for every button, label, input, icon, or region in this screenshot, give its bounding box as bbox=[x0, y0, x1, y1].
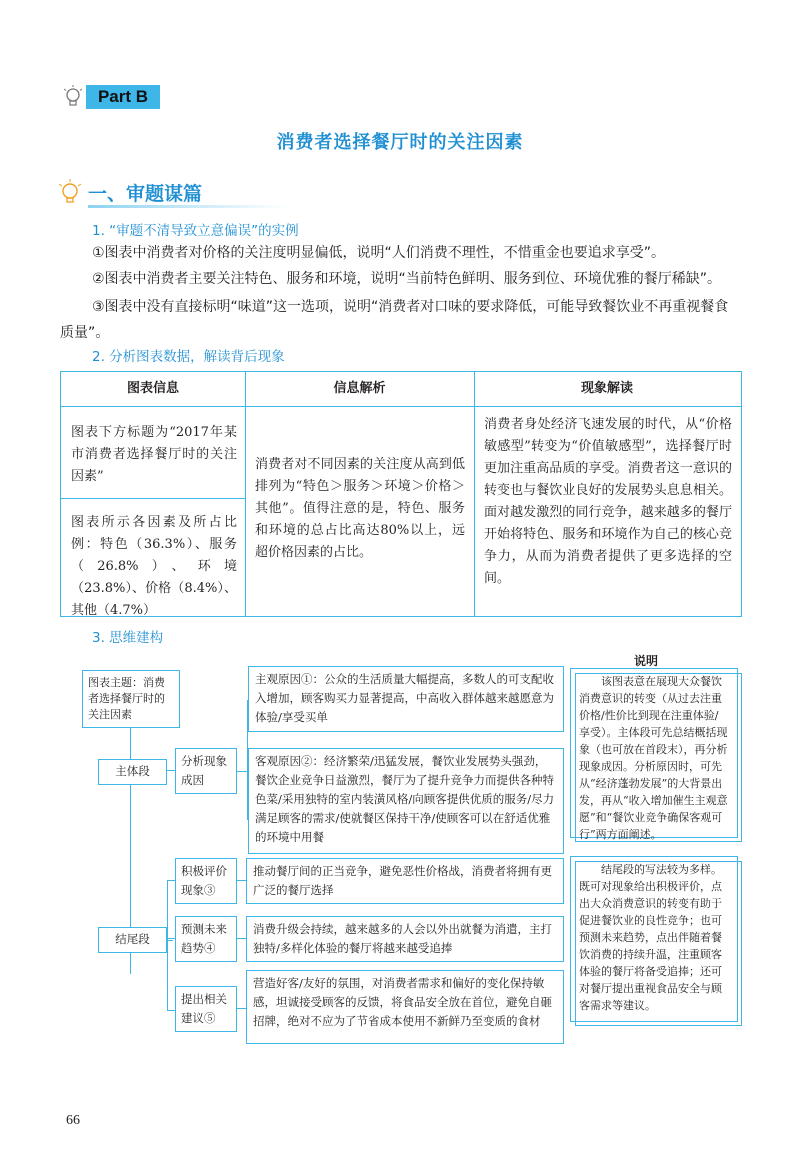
page-title: 消费者选择餐厅时的关注因素 bbox=[276, 132, 524, 153]
subheading-1: 1. “审题不清导致立意偏误”的实例 bbox=[92, 223, 299, 239]
table-divider bbox=[61, 498, 245, 499]
connector bbox=[237, 771, 247, 772]
connector bbox=[167, 938, 175, 939]
note-box-2: 结尾段的写法较为多样。既可对现象给出积极评价，点出大众消费意识的转变有助于促进餐饮业的良性竞争；也可预测未来趋势，点出伴随着餐饮消费的持续升温，注重顾客体验的餐厅将备受追捧；还可对餐厅提出重视食品安全与顾客需求等建议。 bbox=[570, 856, 738, 1022]
part-b-label bbox=[62, 84, 162, 110]
table-cell-analysis: 消费者对不同因素的关注度从高到低排列为“特色＞服务＞环境＞价格＞其他”。值得注意的是，特色、服务和环境的总占比高达80%以上，远超价格因素的占比。 bbox=[255, 457, 465, 560]
page-number: 66 bbox=[66, 1113, 80, 1128]
note-box-1: 该图表意在展现大众餐饮消费意识的转变（从过去注重价格/性价比到现在注重体验/享受）。主体段可先总结概括现象（也可放在首段末），再分析现象成因。分析原因时，可先从“经济蓬勃发展”的大背景出发，再从“收入增加催生主观意愿”和“餐饮业竞争确保客观可行”两方面阐述。 bbox=[570, 668, 738, 838]
mindmap-cause-1: 主观原因①：公众的生活质量大幅提高，多数人的可支配收入增加，顾客购买力显著提高，中高收入群体越来越愿意为体验/享受买单 bbox=[248, 666, 564, 732]
mindmap-eval-text: 推动餐厅间的正当竞争，避免恶性价格战，消费者将拥有更广泛的餐厅选择 bbox=[246, 858, 564, 904]
section-heading bbox=[56, 176, 756, 208]
connector bbox=[167, 880, 168, 1010]
mindmap-predict-text: 消费升级会持续，越来越多的人会以外出就餐为消遣，主打独特/多样化体验的餐厅将越来越受追捧 bbox=[246, 916, 564, 962]
table-cell-info-2: 图表所示各因素及所占比例：特色（36.3%）、服务（26.8%）、环境（23.8%）、价格（8.4%）、其他（4.7%） bbox=[71, 515, 237, 618]
connector bbox=[167, 1010, 175, 1011]
lightbulb-icon bbox=[56, 178, 84, 206]
mindmap-cause-2: 客观原因②：经济繁荣/迅猛发展，餐饮业发展势头强劲，餐饮企业竞争日益激烈，餐厅为了提升竞争力而提供各种特色菜/采用独特的室内装潢风格/向顾客提供优质的服务/尽力满足顾客的需求/使就餐区保持干净/使顾客可以在舒适优雅的环境中用餐 bbox=[248, 748, 564, 854]
lightbulb-icon bbox=[62, 84, 84, 110]
table-header-analysis: 信息解析 bbox=[333, 381, 386, 396]
table-header-interpretation: 现象解读 bbox=[580, 381, 633, 396]
subheading-3: 3. 思维建构 bbox=[92, 630, 164, 646]
mindmap-predict-label: 预测未来趋势④ bbox=[175, 916, 237, 962]
heading-underline bbox=[88, 205, 288, 208]
table-divider bbox=[474, 372, 475, 616]
connector bbox=[237, 880, 246, 881]
mindmap-eval-label: 积极评价现象③ bbox=[175, 858, 237, 904]
mindmap-analyze: 分析现象成因 bbox=[175, 748, 237, 794]
example-item-3: ③图表中没有直接标明“味道”这一选项，说明“消费者对口味的要求降低，可能导致餐饮业不再重视餐食质量”。 bbox=[60, 299, 729, 341]
mindmap-ending: 结尾段 bbox=[98, 927, 167, 953]
table-header-info: 图表信息 bbox=[126, 381, 179, 396]
mindmap-topic: 图表主题：消费者选择餐厅时的关注因素 bbox=[82, 670, 180, 728]
mindmap-body: 主体段 bbox=[98, 759, 167, 785]
part-tag: Part B bbox=[86, 85, 160, 109]
table-cell-info-1: 图表下方标题为“2017年某市消费者选择餐厅时的关注因素” bbox=[71, 425, 237, 484]
table-divider bbox=[245, 372, 246, 616]
section-heading-text: 一、审题谋篇 bbox=[88, 183, 203, 205]
mindmap-suggest-label: 提出相关建议⑤ bbox=[175, 986, 237, 1032]
analysis-table bbox=[60, 371, 742, 617]
mindmap-suggest-text: 营造好客/友好的氛围，对消费者需求和偏好的变化保持敏感，坦诚接受顾客的反馈，将食品安全放在首位，避免自砸招牌，绝对不应为了节省成本使用不新鲜乃至变质的食材 bbox=[246, 970, 564, 1044]
example-item-1: ①图表中消费者对价格的关注度明显偏低，说明“人们消费不理性，不惜重金也要追求享受”。 bbox=[92, 245, 666, 261]
connector bbox=[237, 938, 246, 939]
subheading-2: 2. 分析图表数据，解读背后现象 bbox=[92, 349, 285, 365]
table-divider bbox=[61, 406, 741, 407]
example-item-2: ②图表中消费者主要关注特色、服务和环境，说明“当前特色鲜明、服务到位、环境优雅的餐厅稀缺”。 bbox=[92, 271, 722, 287]
connector bbox=[167, 880, 175, 881]
connector bbox=[237, 1008, 246, 1009]
note-title: 说明 bbox=[634, 654, 659, 668]
table-cell-interpretation: 消费者身处经济飞速发展的时代，从“价格敏感型”转变为“价值敏感型”，选择餐厅时更加注重高品质的享受。消费者这一意识的转变也与餐饮业良好的发展势头息息相关。面对越发激烈的同行竞争，越来越多的餐厅开始将特色、服务和环境作为自己的核心竞争力，从而为消费者提供了更多选择的空间。 bbox=[484, 417, 732, 586]
